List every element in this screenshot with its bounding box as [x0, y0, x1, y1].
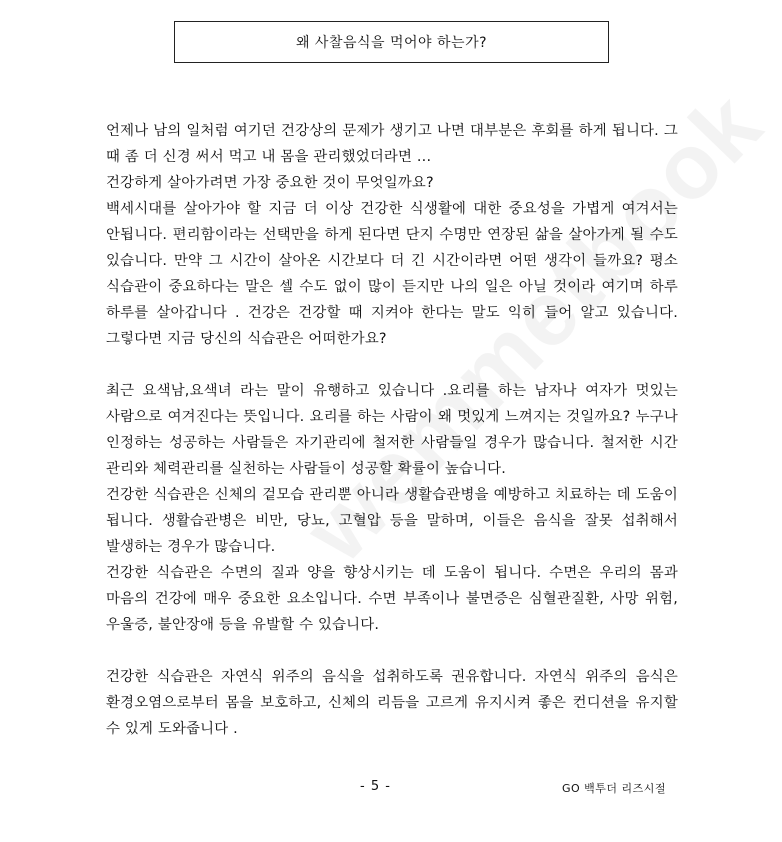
- page-number: - 5 -: [360, 779, 391, 794]
- paragraph-line: 건강하게 살아가려면 가장 중요한 것이 무엇일까요?: [106, 175, 434, 191]
- document-body: [106, 118, 678, 768]
- paragraph-1: [106, 118, 678, 352]
- paragraph-line: 건강한 식습관은 신체의 겉모습 관리뿐 아니라 생활습관병을 예방하고 치료하는 데 도움이 됩니다. 생활습관병은 비만, 당뇨, 고혈압 등을 말하며, 이들은 음식을 잘못 섭취해서 발생하는 경우가 많습니다.: [106, 487, 678, 555]
- paragraph-line: 건강한 식습관은 자연식 위주의 음식을 섭취하도록 권유합니다. 자연식 위주의 음식은 환경오염으로부터 몸을 보호하고, 신체의 리듬을 고르게 유지시켜 좋은 컨디션을 유지할 수 있게 도와줍니다 .: [106, 669, 678, 737]
- document-title-box: [174, 21, 609, 63]
- paragraph-2: [106, 378, 678, 638]
- paragraph-line: 최근 요색남,요색녀 라는 말이 유행하고 있습니다 .요리를 하는 남자나 여자가 멋있는 사람으로 여겨진다는 뜻입니다. 요리를 하는 사람이 왜 멋있게 느껴지는 것일까요? 누구나 인정하는 성공하는 사람들은 자기관리에 철저한 사람들일 경우가 많습니다. 철저한 시간 관리와 체력관리를 실천하는 사람들이 성공할 확률이 높습니다.: [106, 383, 678, 477]
- footer-brand: GO 백투더 리즈시절: [562, 782, 667, 795]
- paragraph-line: 언제나 남의 일처럼 여기던 건강상의 문제가 생기고 나면 대부분은 후회를 하게 됩니다. 그 때 좀 더 신경 써서 먹고 내 몸을 관리했었더라면 ...: [106, 123, 678, 165]
- document-title: 왜 사찰음식을 먹어야 하는가?: [295, 35, 488, 51]
- paragraph-3: [106, 664, 678, 742]
- paragraph-line: 백세시대를 살아가야 할 지금 더 이상 건강한 식생활에 대한 중요성을 가볍게 여겨서는 안됩니다. 편리함이라는 선택만을 하게 된다면 단지 수명만 연장된 삶을 살아가게 될 수도 있습니다. 만약 그 시간이 살아온 시간보다 더 긴 시간이라면 어떤 생각이 들까요? 평소 식습관이 중요하다는 말은 셀 수도 없이 많이 듣지만 나의 일은 아닐 것이라 여기며 하루 하루를 살아갑니다 . 건강은 건강할 때 지켜야 한다는 말도 익히 들어 알고 있습니다. 그렇다면 지금 당신의 식습관은 어떠한가요?: [106, 201, 678, 347]
- paragraph-line: 건강한 식습관은 수면의 질과 양을 향상시키는 데 도움이 됩니다. 수면은 우리의 몸과 마음의 건강에 매우 중요한 요소입니다. 수면 부족이나 불면증은 심혈관질환, 사망 위험, 우울증, 불안장애 등을 유발할 수 있습니다.: [106, 565, 678, 633]
